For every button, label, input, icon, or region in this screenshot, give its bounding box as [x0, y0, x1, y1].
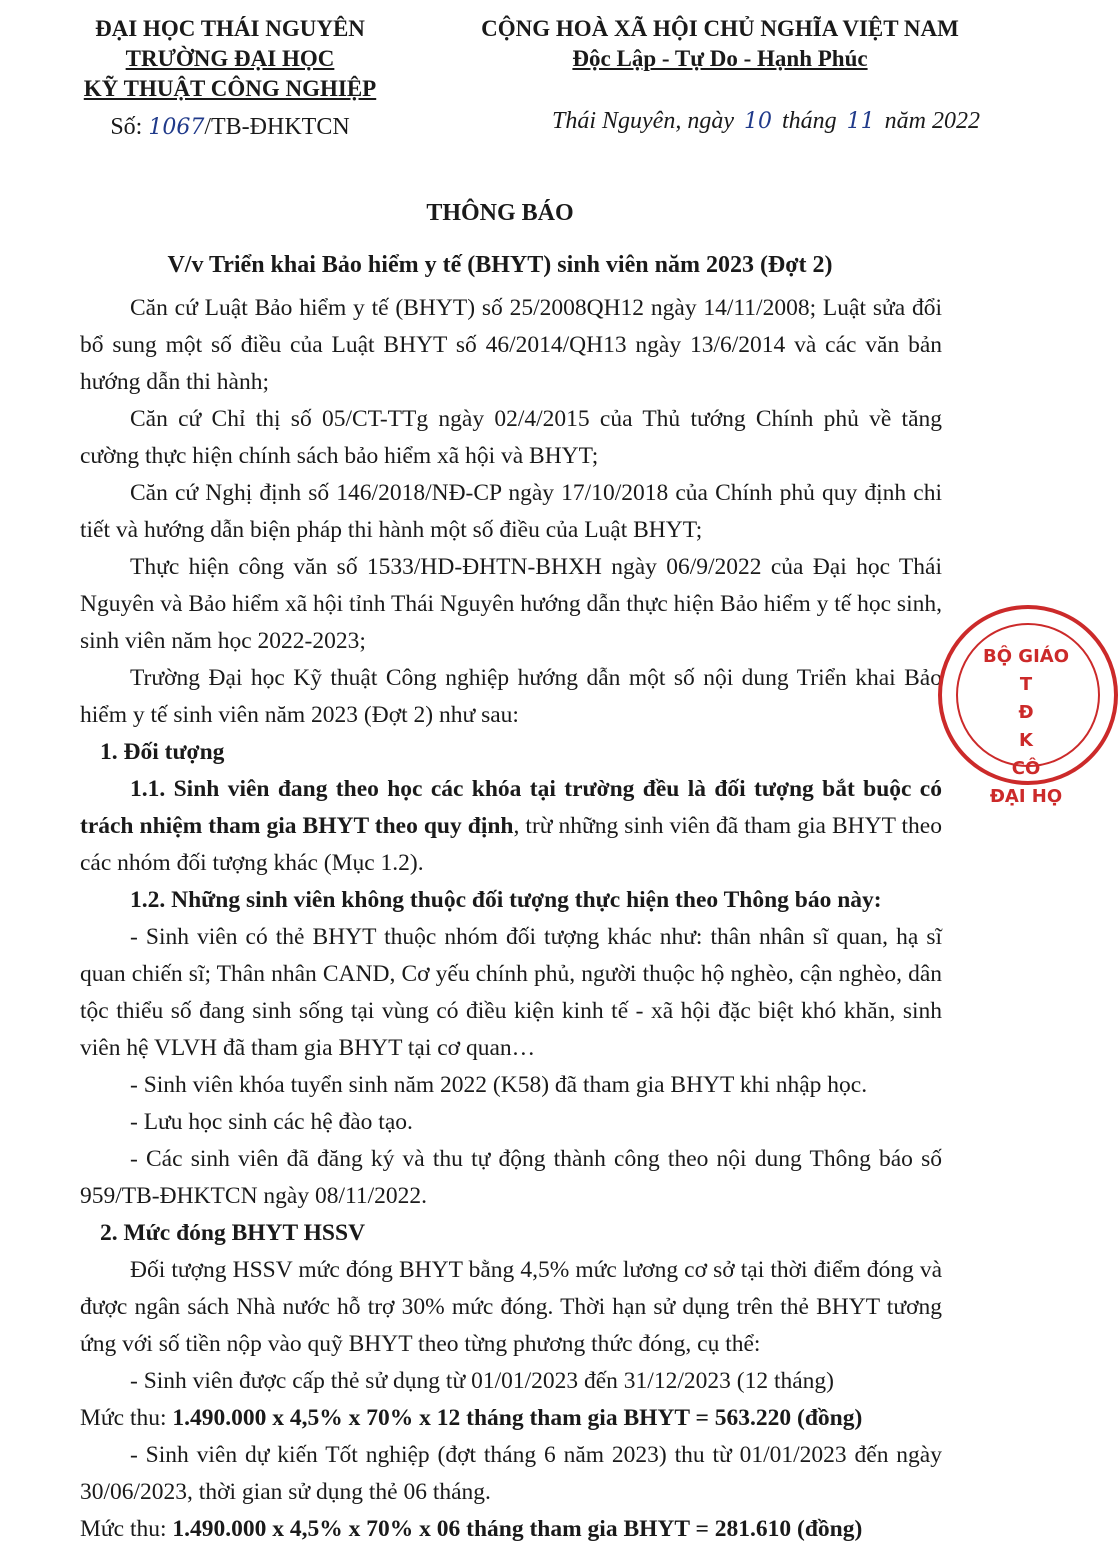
paragraph-intro: Trường Đại học Kỹ thuật Công nghiệp hướng dẫn một số nội dung Triển khai Bảo hiểm y tế sinh viên năm 2023 (Đợt 2) như sau: — [80, 665, 942, 728]
list-item: - Sinh viên dự kiến Tốt nghiệp (đợt tháng 6 năm 2023) thu từ 01/01/2023 đến ngày 30/06/2023, thời gian sử dụng thẻ 06 tháng. — [80, 1442, 942, 1505]
list-item: - Sinh viên có thẻ BHYT thuộc nhóm đối tượng khác như: thân nhân sĩ quan, hạ sĩ quan chiến sĩ; Thân nhân CAND, Cơ yếu chính phủ, người thuộc hộ nghèo, cận nghèo, dân tộc thiểu số đang sinh sống tại vùng có điều kiện kinh tế - xã hội đặc biệt khó khăn, sinh viên hệ VLVH đã tham gia BHYT tại cơ quan… — [80, 924, 942, 1061]
seal-line: T — [1019, 674, 1033, 695]
paragraph-legal-basis-3: Căn cứ Nghị định số 146/2018/NĐ-CP ngày 17/10/2018 của Chính phủ quy định chi tiết và hướng dẫn biện pháp thi hành một số điều của Luật BHYT; — [80, 480, 942, 543]
dateline-prefix: Thái Nguyên, ngày — [552, 108, 734, 134]
country-name: CỘNG HOÀ XÃ HỘI CHỦ NGHĨA VIỆT NAM — [481, 16, 959, 41]
seal-line: Đ — [1018, 702, 1034, 723]
dateline — [500, 108, 980, 135]
fee-line-12-months — [80, 1400, 942, 1437]
section-1-1-bold: 1.1. Sinh viên đang theo học các khóa tại trường đều là đối tượng bắt buộc có trách nhiệm tham gia BHYT theo quy định — [80, 776, 942, 839]
issuer-parent: ĐẠI HỌC THÁI NGUYÊN — [95, 16, 365, 41]
paragraph-legal-basis-4: Thực hiện công văn số 1533/HD-ĐHTN-BHXH ngày 06/9/2022 của Đại học Thái Nguyên và Bảo hiểm xã hội tỉnh Thái Nguyên hướng dẫn thực hiện Bảo hiểm y tế học sinh, sinh viên năm học 2022-2023; — [80, 554, 942, 654]
official-seal-stamp — [938, 605, 1118, 807]
section-1-2-heading: 1.2. Những sinh viên không thuộc đối tượng thực hiện theo Thông báo này: — [130, 887, 882, 913]
paragraph-legal-basis-2: Căn cứ Chỉ thị số 05/CT-TTg ngày 02/4/2015 của Thủ tướng Chính phủ về tăng cường thực hiện chính sách bảo hiểm xã hội và BHYT; — [80, 406, 942, 469]
document-number-code: /TB-ĐHKTCN — [204, 114, 350, 140]
seal-line: CÔ — [1011, 758, 1041, 779]
document-subtitle: V/v Triển khai Bảo hiểm y tế (BHYT) sinh viên năm 2023 (Đợt 2) — [167, 252, 833, 278]
list-item: - Sinh viên được cấp thẻ sử dụng từ 01/01/2023 đến 31/12/2023 (12 tháng) — [130, 1368, 834, 1394]
fee-formula-12-months: 1.490.000 x 4,5% x 70% x 12 tháng tham gia BHYT = 563.220 (đồng) — [172, 1405, 863, 1431]
issuer-block — [40, 14, 420, 143]
fee-label: Mức thu: — [80, 1405, 173, 1431]
fee-line-6-months — [80, 1511, 942, 1548]
seal-line: K — [1019, 730, 1033, 751]
seal-line: BỘ GIÁO — [983, 646, 1069, 667]
document-body — [80, 290, 942, 1548]
issuer-school-line2: KỸ THUẬT CÔNG NGHIỆP — [83, 76, 377, 101]
document-title: THÔNG BÁO — [426, 200, 574, 226]
document-number — [40, 112, 420, 143]
fee-label: Mức thu: — [80, 1516, 173, 1542]
dateline-day: 10 — [743, 109, 772, 134]
fee-formula-6-months: 1.490.000 x 4,5% x 70% x 06 tháng tham gia BHYT = 281.610 (đồng) — [172, 1516, 863, 1542]
dateline-month-label: tháng — [781, 108, 837, 134]
section-2-paragraph: Đối tượng HSSV mức đóng BHYT bằng 4,5% mức lương cơ sở tại thời điểm đóng và được ngân sách Nhà nước hỗ trợ 30% mức đóng. Thời hạn sử dụng trên thẻ BHYT tương ứng với số tiền nộp vào quỹ BHYT theo từng phương thức đóng, cụ thể: — [80, 1257, 942, 1357]
dateline-month: 11 — [846, 109, 875, 134]
list-item: - Các sinh viên đã đăng ký và thu tự động thành công theo nội dung Thông báo số 959/TB-ĐHKTCN ngày 08/11/2022. — [80, 1146, 942, 1209]
list-item: - Sinh viên khóa tuyển sinh năm 2022 (K58) đã tham gia BHYT khi nhập học. — [130, 1072, 868, 1098]
list-item: - Lưu học sinh các hệ đào tạo. — [130, 1109, 413, 1135]
section-2-heading: 2. Mức đóng BHYT HSSV — [100, 1220, 366, 1246]
issuer-school-line1: TRƯỜNG ĐẠI HỌC — [125, 46, 335, 71]
section-1-1-rest: , trừ những sinh viên đã tham gia BHYT theo các nhóm đối tượng khác (Mục 1.2). — [80, 813, 942, 876]
seal-line: ĐẠI HỌ — [989, 786, 1063, 807]
section-1-1 — [80, 771, 942, 882]
document-number-label: Số: — [110, 114, 143, 140]
paragraph-legal-basis-1: Căn cứ Luật Bảo hiểm y tế (BHYT) số 25/2008QH12 ngày 14/11/2008; Luật sửa đổi bổ sung một số điều của Luật BHYT số 46/2014/QH13 ngày 13/6/2014 và các văn bản hướng dẫn thi hành; — [80, 295, 942, 395]
national-motto: Độc Lập - Tự Do - Hạnh Phúc — [572, 46, 868, 71]
section-1-heading: 1. Đối tượng — [100, 739, 225, 765]
document-number-handwritten: 1067 — [148, 115, 205, 140]
national-header — [460, 14, 980, 74]
seal-text — [966, 643, 1086, 811]
dateline-year: năm 2022 — [884, 108, 980, 134]
